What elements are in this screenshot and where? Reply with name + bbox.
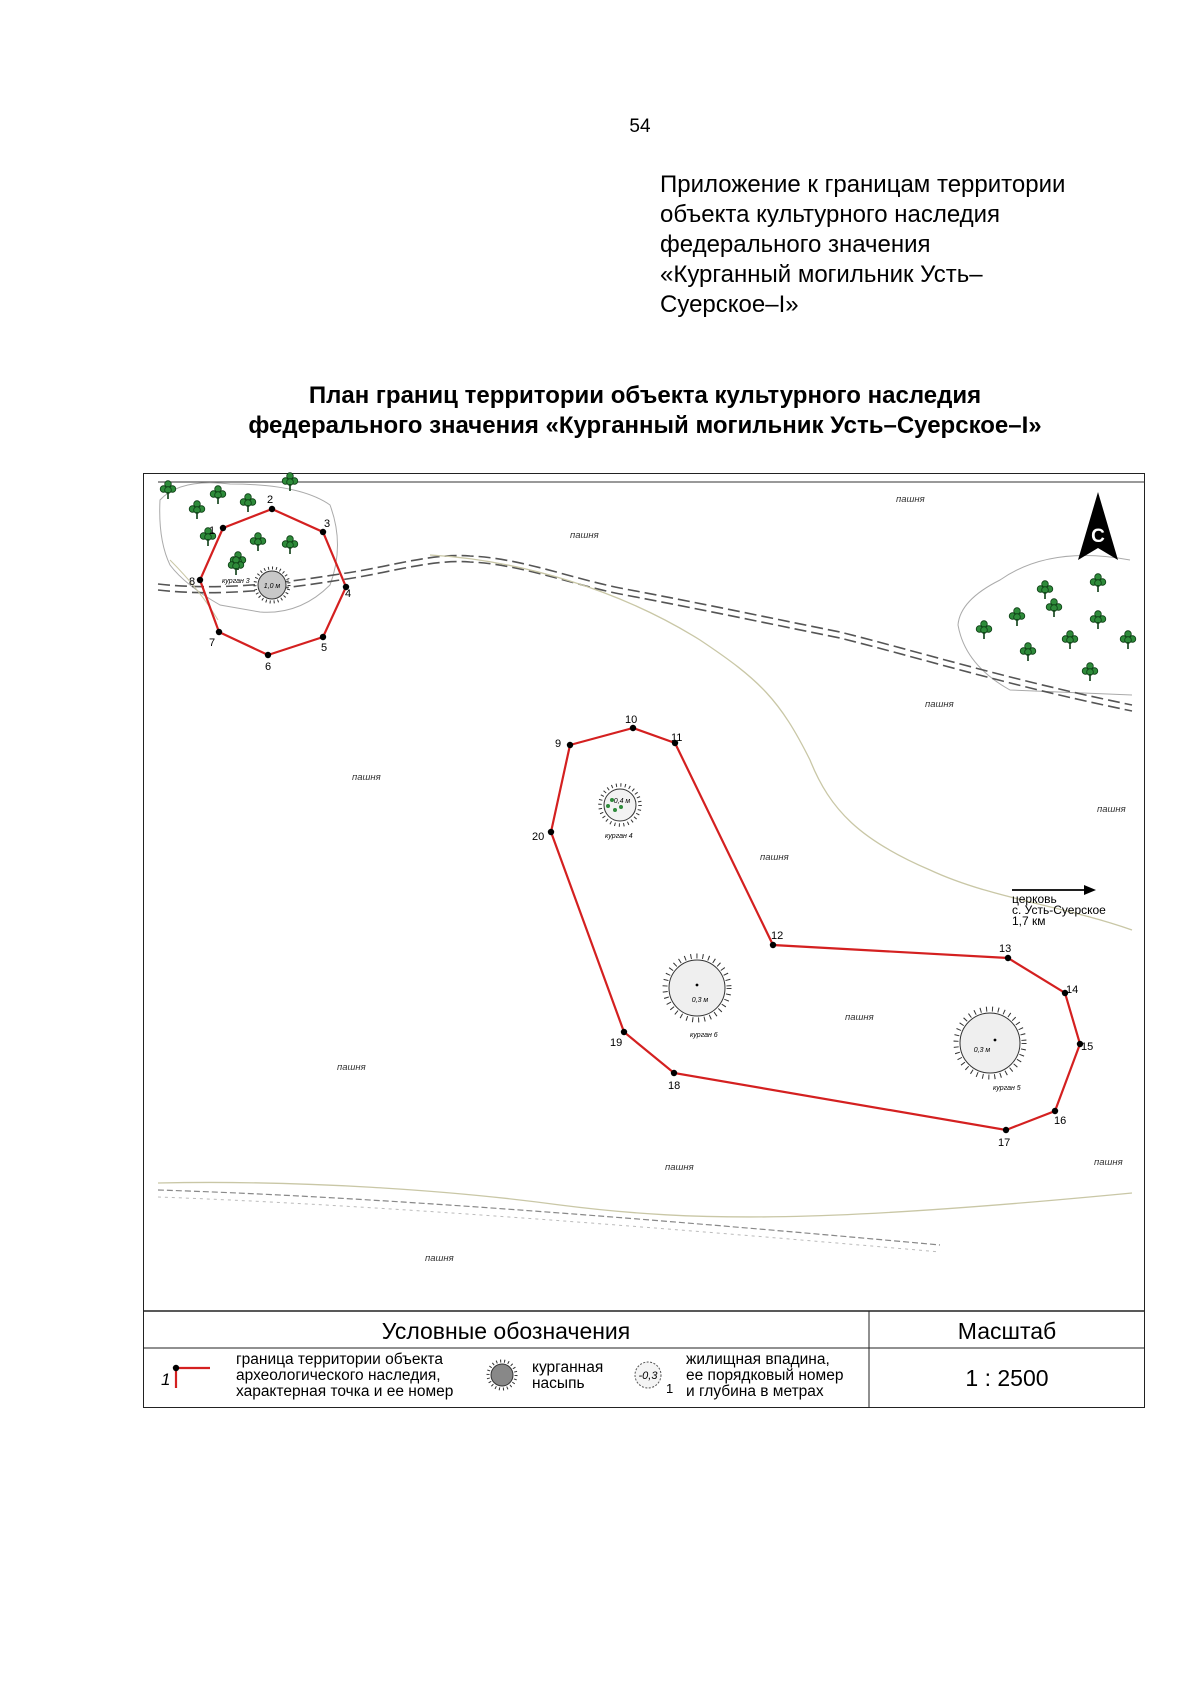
field-label: пашня	[570, 530, 599, 541]
appendix-line: Суерское–I»	[660, 291, 799, 318]
lower-track-line	[158, 1182, 1132, 1216]
point-label-8: 8	[189, 576, 196, 588]
kurgan-name: курган 5	[993, 1085, 1021, 1092]
point-label-15: 15	[1081, 1041, 1094, 1053]
legend-text-line: характерная точка и ее номер	[236, 1383, 454, 1400]
kurgan-name: курган 6	[690, 1032, 718, 1039]
legend-text-line: граница территории объекта	[236, 1351, 443, 1368]
plan-title-line: План границ территории объекта культурного наследия	[308, 382, 982, 409]
scale-value: 1 : 2500	[965, 1365, 1049, 1391]
legend-item-boundary	[236, 1352, 453, 1400]
legend-item-mound	[532, 1360, 603, 1392]
kurgan-6	[665, 956, 729, 1039]
legend-pit-number: 1	[666, 1381, 674, 1396]
legend-text-line: археологического наследия,	[236, 1367, 441, 1384]
plan-title-line: федерального значения «Курганный могильник Усть–Суерское–I»	[248, 412, 1042, 439]
point-label-11: 11	[671, 732, 683, 744]
legend-body	[143, 1348, 1145, 1408]
field-label: пашня	[425, 1253, 454, 1264]
field-label: пашня	[845, 1012, 874, 1023]
church-label: церковь	[1012, 892, 1057, 906]
legend-header	[143, 1311, 1145, 1348]
point-label-3: 3	[324, 518, 331, 530]
point-label-12: 12	[771, 930, 784, 942]
power-line	[158, 1190, 940, 1245]
legend-text-line: ее порядковый номер	[686, 1367, 844, 1384]
legend-pit-depth: -0,3	[638, 1370, 658, 1382]
north-label: С	[1091, 526, 1105, 547]
power-line-ticks	[158, 1197, 940, 1252]
point-label-17: 17	[998, 1137, 1011, 1149]
legend-text-line: жилищная впадина,	[686, 1351, 830, 1368]
point-label-14: 14	[1066, 984, 1079, 996]
point-label-7: 7	[209, 637, 216, 649]
point-label-10: 10	[625, 714, 638, 726]
church-direction	[1012, 885, 1106, 928]
legend-title: Условные обозначения	[381, 1318, 631, 1344]
legend-text-line: курганная	[532, 1359, 604, 1376]
kurgan-depth: 0,3 м	[973, 1047, 991, 1054]
field-label: пашня	[337, 1062, 366, 1073]
kurgan-name: курган 3	[222, 578, 250, 585]
point-label-2: 2	[267, 494, 274, 506]
dirt-road-upper	[158, 556, 1132, 711]
kurgan-4	[600, 785, 640, 840]
field-label: пашня	[352, 772, 381, 783]
north-arrow-icon	[1078, 492, 1118, 560]
appendix-line: объекта культурного наследия	[660, 201, 1001, 228]
point-label-19: 19	[610, 1037, 623, 1049]
scale-title: Масштаб	[957, 1318, 1057, 1344]
arrow-right-icon	[1084, 885, 1096, 895]
point-label-18: 18	[668, 1080, 681, 1092]
appendix-line: Приложение к границам территории	[660, 171, 1066, 198]
kurgan-depth: 0,4 м	[613, 798, 631, 805]
field-label: пашня	[1094, 1157, 1123, 1168]
field-label: пашня	[1097, 804, 1126, 815]
legend-point-number: 1	[161, 1370, 171, 1389]
field-label: пашня	[925, 699, 954, 710]
kurgan-5	[956, 1009, 1024, 1092]
church-village: с. Усть-Суерское	[1012, 903, 1106, 917]
appendix-line: федерального значения	[660, 231, 931, 258]
kurgan-depth: 1,0 м	[263, 583, 281, 590]
legend-text-line: и глубина в метрах	[686, 1383, 824, 1400]
point-label-5: 5	[321, 642, 328, 654]
page-number: 54	[629, 116, 651, 137]
kurgan-3	[222, 568, 289, 602]
point-label-1: 1	[209, 525, 216, 537]
boundary-points	[197, 506, 1083, 1133]
point-label-9: 9	[555, 738, 562, 750]
field-label: пашня	[896, 494, 925, 505]
point-label-6: 6	[265, 661, 272, 673]
field-label: пашня	[760, 852, 789, 863]
legend-item-pit	[686, 1352, 843, 1400]
kurgan-name: курган 4	[605, 833, 633, 840]
point-label-16: 16	[1054, 1115, 1067, 1127]
point-label-4: 4	[345, 588, 352, 600]
field-edge-line	[430, 555, 1132, 930]
point-label-20: 20	[532, 831, 545, 843]
point-label-13: 13	[999, 943, 1012, 955]
appendix-line: «Курганный могильник Усть–	[660, 261, 983, 288]
field-label: пашня	[665, 1162, 694, 1173]
church-distance: 1,7 км	[1012, 914, 1046, 928]
forest-nw	[160, 473, 298, 575]
legend-text-line: насыпь	[532, 1375, 585, 1392]
kurgan-depth: 0,3 м	[691, 997, 709, 1004]
forest-ne	[976, 574, 1136, 681]
